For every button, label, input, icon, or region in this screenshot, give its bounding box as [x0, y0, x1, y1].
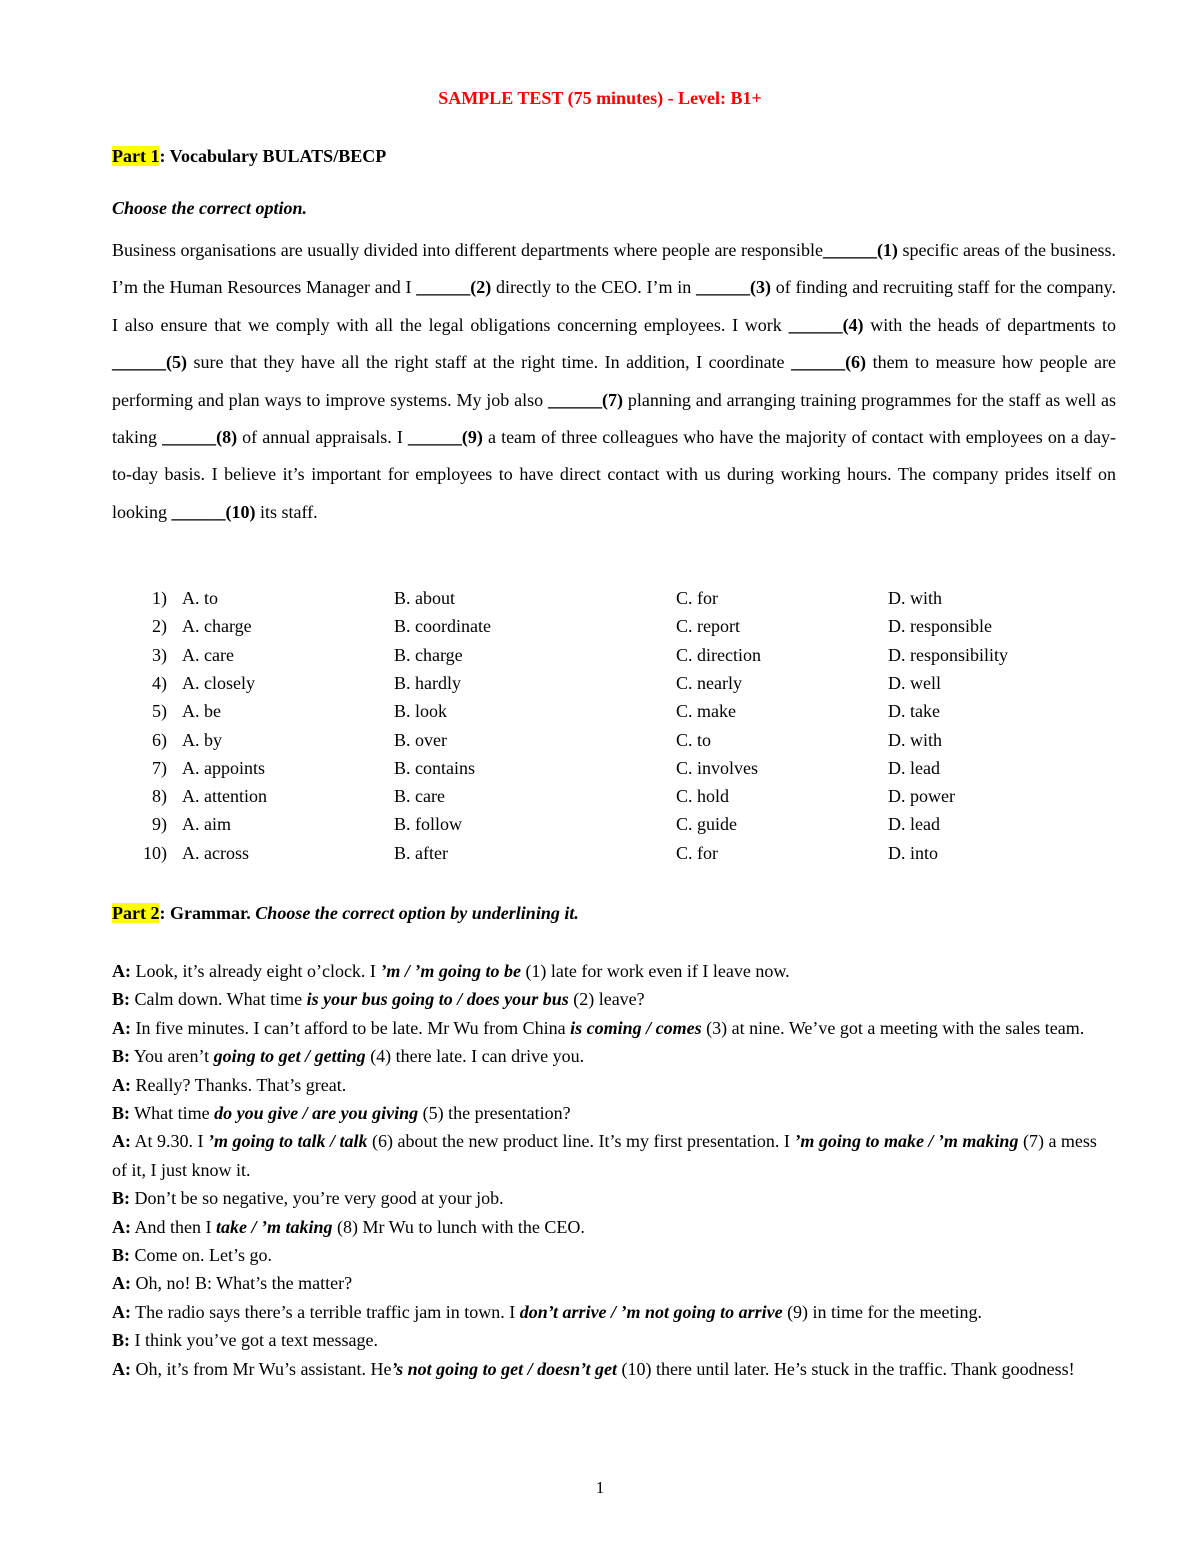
- passage-blank: ______(3): [696, 277, 771, 298]
- option-b: B. coordinate: [394, 616, 491, 637]
- option-b: B. over: [394, 729, 447, 750]
- dialogue-text: (4) there late. I can drive you.: [365, 1046, 585, 1067]
- option-number: 4): [152, 672, 167, 693]
- option-row: [0, 758, 1200, 786]
- dialogue-text: Come on. Let’s go.: [130, 1245, 272, 1266]
- option-a: A. by: [182, 729, 222, 750]
- dialogue-text: (3) at nine. We’ve got a meeting with the sales team.: [701, 1017, 1085, 1038]
- speaker-label: B:: [112, 1245, 130, 1266]
- dialogue-text: Really? Thanks. That’s great.: [131, 1074, 347, 1095]
- part2-heading-text: : Grammar.: [159, 903, 256, 923]
- option-row: [0, 730, 1200, 758]
- option-b: B. follow: [394, 814, 463, 835]
- option-d: D. take: [888, 701, 940, 722]
- dialogue-line: [112, 1127, 1116, 1184]
- dialogue-text: The radio says there’s a terrible traffic jam in town. I: [131, 1301, 520, 1322]
- option-a: A. across: [182, 842, 249, 863]
- speaker-label: B:: [112, 1103, 130, 1124]
- speaker-label: A:: [112, 1301, 131, 1322]
- option-c: C. make: [676, 701, 736, 722]
- option-a: A. aim: [182, 814, 231, 835]
- passage-blank: ______(4): [788, 314, 864, 335]
- dialogue-line: [112, 985, 1116, 1013]
- part2-label: Part 2: [112, 903, 160, 923]
- part2-instruction: Choose the correct option by underlining it.: [255, 903, 579, 923]
- dialogue-text: (7) a mess of it, I just know it.: [112, 1131, 1097, 1180]
- grammar-choice: is coming / comes: [570, 1017, 702, 1038]
- page-number: 1: [595, 1478, 605, 1497]
- dialogue-text: At 9.30. I: [131, 1131, 209, 1152]
- grammar-choice: ’m going to talk / talk: [208, 1131, 368, 1152]
- passage-text: with the heads of departments to: [863, 314, 1116, 335]
- option-number: 9): [152, 814, 167, 835]
- option-row: [0, 616, 1200, 644]
- option-row: [0, 701, 1200, 729]
- option-b: B. contains: [394, 757, 475, 778]
- part2-dialogue: [112, 957, 1116, 1383]
- grammar-choice: do you give / are you giving: [214, 1103, 419, 1124]
- dialogue-text: I think you’ve got a text message.: [130, 1330, 378, 1351]
- option-row: [0, 814, 1200, 842]
- option-b: B. after: [394, 842, 448, 863]
- option-d: D. with: [888, 729, 942, 750]
- option-row: [0, 786, 1200, 814]
- passage-text: directly to the CEO. I’m in: [491, 277, 696, 298]
- speaker-label: A:: [112, 1216, 131, 1237]
- option-b: B. care: [394, 786, 445, 807]
- dialogue-text: (5) the presentation?: [418, 1103, 571, 1124]
- grammar-choice: going to get / getting: [213, 1046, 366, 1067]
- passage-blank: ______(5): [112, 352, 187, 373]
- speaker-label: A:: [112, 1358, 131, 1379]
- option-row: [0, 588, 1200, 616]
- dialogue-line: [112, 1326, 1116, 1354]
- part2-heading: [112, 903, 579, 924]
- option-c: C. for: [676, 588, 718, 608]
- passage-blank: ______(6): [791, 352, 867, 373]
- dialogue-line: [112, 957, 1116, 985]
- passage-blank: ______(1): [822, 240, 898, 260]
- part1-passage: [112, 232, 1116, 531]
- grammar-choice: ’s not going to get / doesn’t get: [391, 1358, 617, 1379]
- part1-label: Part 1: [112, 146, 160, 166]
- option-a: A. appoints: [182, 757, 265, 778]
- option-c: C. to: [676, 729, 712, 750]
- passage-text: planning and arranging training programmes for the staff as well as taking: [112, 389, 1116, 448]
- option-c: C. involves: [676, 757, 759, 778]
- passage-text: Business organisations are usually divided into different departments where people are responsible: [112, 240, 823, 260]
- option-d: D. with: [888, 588, 942, 608]
- option-c: C. guide: [676, 814, 737, 835]
- grammar-choice: take / ’m taking: [216, 1216, 333, 1237]
- dialogue-line: [112, 1298, 1116, 1326]
- dialogue-line: [112, 1241, 1116, 1269]
- option-number: 1): [152, 588, 167, 608]
- option-c: C. nearly: [676, 672, 742, 693]
- passage-blank: ______(2): [416, 277, 492, 298]
- passage-blank: ______(9): [407, 427, 483, 448]
- option-c: C. hold: [676, 786, 730, 807]
- part1-heading-text: : Vocabulary BULATS/BECP: [159, 146, 387, 166]
- dialogue-text: Oh, it’s from Mr Wu’s assistant. He: [131, 1358, 392, 1379]
- option-d: D. lead: [888, 814, 940, 835]
- speaker-label: A:: [112, 1131, 131, 1152]
- dialogue-line: [112, 1269, 1116, 1297]
- option-c: C. report: [676, 616, 740, 637]
- option-row: [0, 673, 1200, 701]
- passage-blank: ______(10): [171, 501, 256, 522]
- option-a: A. be: [182, 701, 221, 722]
- option-a: A. care: [182, 644, 234, 665]
- dialogue-text: Look, it’s already eight o’clock. I: [131, 961, 381, 981]
- passage-text: its staff.: [255, 501, 318, 522]
- option-a: A. attention: [182, 786, 267, 807]
- part1-heading: [112, 146, 386, 167]
- dialogue-text: (10) there until later. He’s stuck in the traffic. Thank goodness!: [616, 1358, 1075, 1379]
- option-number: 3): [152, 644, 167, 665]
- dialogue-line: [112, 1099, 1116, 1127]
- dialogue-text: (1) late for work even if I leave now.: [520, 961, 790, 981]
- option-c: C. direction: [676, 644, 761, 665]
- option-row: [0, 645, 1200, 673]
- dialogue-text: What time: [130, 1103, 215, 1124]
- dialogue-text: (6) about the new product line. It’s my first presentation. I: [367, 1131, 795, 1152]
- dialogue-text: And then I: [131, 1216, 216, 1237]
- option-number: 5): [152, 701, 167, 722]
- option-b: B. charge: [394, 644, 463, 665]
- speaker-label: B:: [112, 1330, 130, 1351]
- passage-blank: ______(7): [548, 389, 624, 410]
- dialogue-text: (9) in time for the meeting.: [782, 1301, 983, 1322]
- grammar-choice: don’t arrive / ’m not going to arrive: [519, 1301, 783, 1322]
- dialogue-text: (8) Mr Wu to lunch with the CEO.: [332, 1216, 585, 1237]
- option-number: 2): [152, 616, 167, 637]
- dialogue-line: [112, 1014, 1116, 1042]
- dialogue-text: Oh, no! B: What’s the matter?: [131, 1273, 353, 1294]
- speaker-label: B:: [112, 1188, 130, 1209]
- dialogue-text: In five minutes. I can’t afford to be late. Mr Wu from China: [131, 1017, 571, 1038]
- passage-text: specific areas of the business. I’m the Human Resources Manager and I: [112, 240, 1116, 298]
- option-d: D. lead: [888, 757, 940, 778]
- option-d: D. power: [888, 786, 955, 807]
- option-row: [0, 843, 1200, 871]
- dialogue-text: Calm down. What time: [130, 989, 307, 1010]
- option-c: C. for: [676, 842, 718, 863]
- dialogue-line: [112, 1071, 1116, 1099]
- option-d: D. responsibility: [888, 644, 1008, 665]
- dialogue-line: [112, 1213, 1116, 1241]
- option-d: D. well: [888, 672, 941, 693]
- option-b: B. about: [394, 588, 455, 608]
- document-title: SAMPLE TEST (75 minutes) - Level: B1+: [438, 88, 762, 108]
- option-number: 6): [152, 729, 167, 750]
- speaker-label: B:: [112, 1046, 130, 1067]
- speaker-label: A:: [112, 1273, 131, 1294]
- option-b: B. look: [394, 701, 448, 722]
- option-number: 8): [152, 786, 167, 807]
- option-a: A. closely: [182, 672, 255, 693]
- grammar-choice: is your bus going to / does your bus: [306, 989, 569, 1010]
- option-number: 10): [143, 842, 167, 863]
- part1-instruction: Choose the correct option.: [112, 198, 308, 218]
- option-d: D. into: [888, 842, 939, 863]
- dialogue-text: (2) leave?: [568, 989, 645, 1010]
- speaker-label: A:: [112, 961, 131, 981]
- speaker-label: A:: [112, 1017, 131, 1038]
- dialogue-text: You aren’t: [130, 1046, 214, 1067]
- passage-blank: ______(8): [162, 427, 238, 448]
- passage-text: a team of three colleagues who have the majority of contact with employees on a day-to-day basis. I believe it’s important for employees to have direct contact with us during working hours. The company prides itself on looking: [112, 427, 1116, 522]
- passage-text: sure that they have all the right staff at the right time. In addition, I coordinate: [187, 352, 792, 373]
- option-a: A. charge: [182, 616, 252, 637]
- dialogue-text: Don’t be so negative, you’re very good at your job.: [130, 1188, 504, 1209]
- grammar-choice: ’m / ’m going to be: [380, 961, 521, 981]
- speaker-label: A:: [112, 1074, 131, 1095]
- option-number: 7): [152, 757, 167, 778]
- dialogue-line: [112, 1042, 1116, 1070]
- grammar-choice: ’m going to make / ’m making: [794, 1131, 1019, 1152]
- dialogue-line: [112, 1355, 1116, 1383]
- passage-text: of finding and recruiting staff for the company. I also ensure that we comply with all the legal obligations concerning employees. I work: [112, 277, 1116, 335]
- option-b: B. hardly: [394, 672, 461, 693]
- option-d: D. responsible: [888, 616, 992, 637]
- passage-text: of annual appraisals. I: [237, 427, 408, 448]
- dialogue-line: [112, 1184, 1116, 1212]
- option-a: A. to: [182, 588, 218, 608]
- speaker-label: B:: [112, 989, 130, 1010]
- passage-text: them to measure how people are performing and plan ways to improve systems. My job also: [112, 352, 1116, 410]
